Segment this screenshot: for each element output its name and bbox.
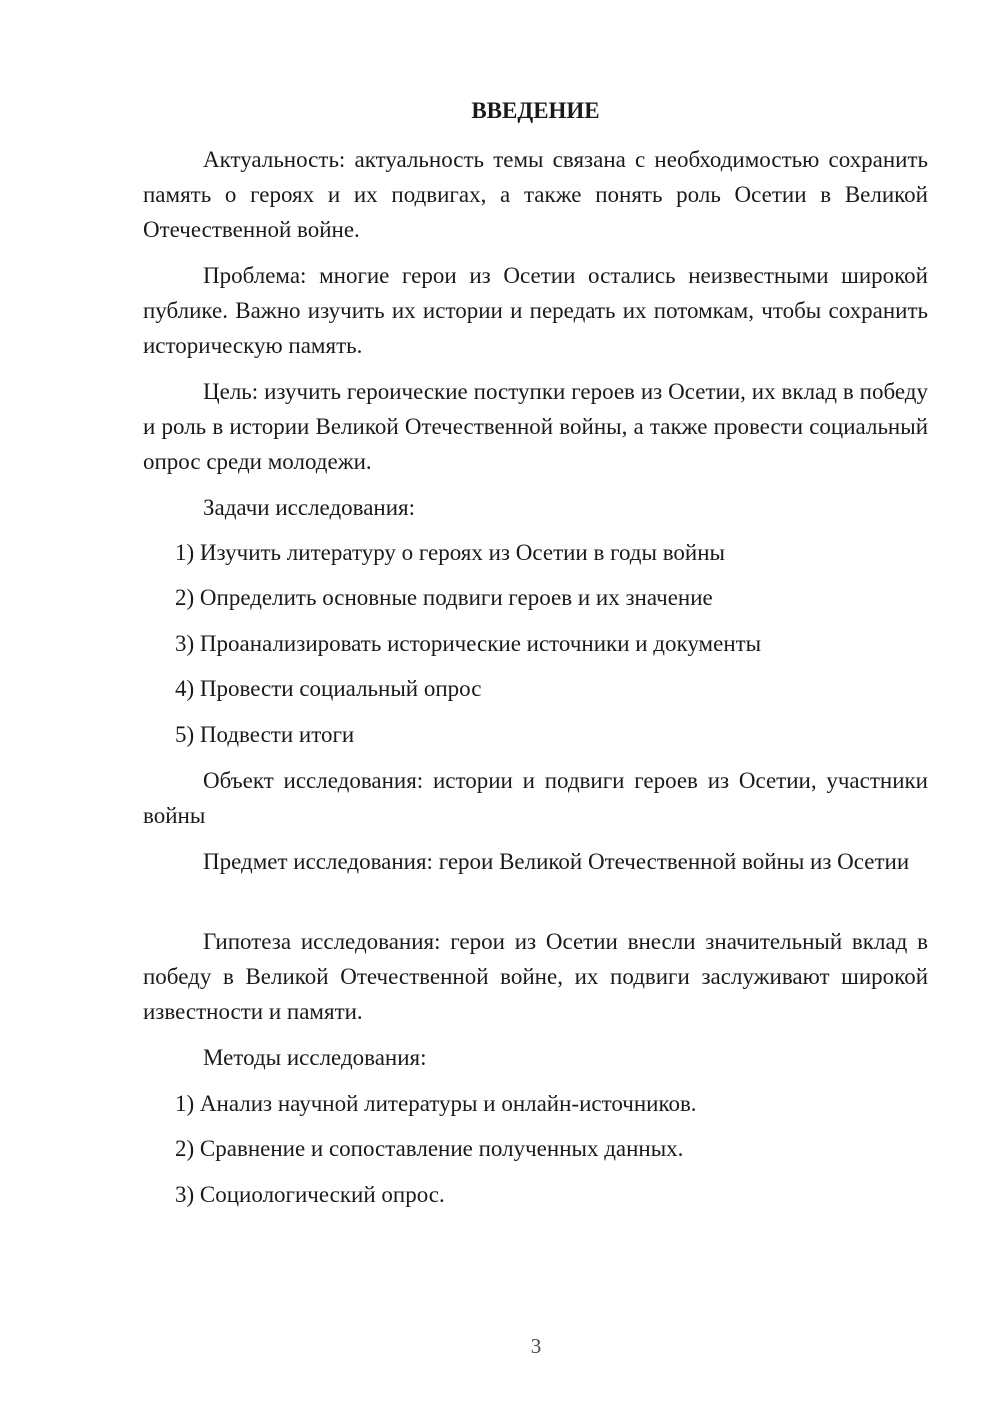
method-item-1: 1) Анализ научной литературы и онлайн-источников. — [175, 1091, 697, 1116]
page-heading: ВВЕДЕНИЕ — [471, 98, 600, 123]
task-item-5: 5) Подвести итоги — [175, 722, 355, 747]
method-item-3: 3) Социологический опрос. — [175, 1182, 445, 1207]
goal-paragraph: Цель: изучить героические поступки героев из Осетии, их вклад в победу и роль в истории Великой Отечественной войны, а также провести социальный опрос среди молодежи. — [143, 379, 928, 474]
subject-paragraph: Предмет исследования: герои Великой Отечественной войны из Осетии — [203, 849, 910, 874]
task-item-2: 2) Определить основные подвиги героев и их значение — [175, 585, 713, 610]
problem-paragraph: Проблема: многие герои из Осетии остались неизвестными широкой публике. Важно изучить их истории и передать их потомкам, чтобы сохранить историческую память. — [143, 263, 928, 358]
object-paragraph: Объект исследования: истории и подвиги героев из Осетии, участники войны — [143, 768, 928, 828]
task-item-1: 1) Изучить литературу о героях из Осетии в годы войны — [175, 540, 725, 565]
tasks-heading: Задачи исследования: — [203, 495, 416, 520]
page-number: 3 — [530, 1334, 542, 1358]
methods-heading: Методы исследования: — [203, 1045, 427, 1070]
method-item-2: 2) Сравнение и сопоставление полученных данных. — [175, 1136, 684, 1161]
hypothesis-paragraph: Гипотеза исследования: герои из Осетии внесли значительный вклад в победу в Великой Отечественной войне, их подвиги заслуживают широкой известности и памяти. — [143, 929, 928, 1024]
task-item-3: 3) Проанализировать исторические источники и документы — [175, 631, 762, 656]
task-item-4: 4) Провести социальный опрос — [175, 676, 482, 701]
relevance-paragraph: Актуальность: актуальность темы связана с необходимостью сохранить память о героях и их подвигах, а также понять роль Осетии в Великой Отечественной войне. — [143, 147, 928, 242]
